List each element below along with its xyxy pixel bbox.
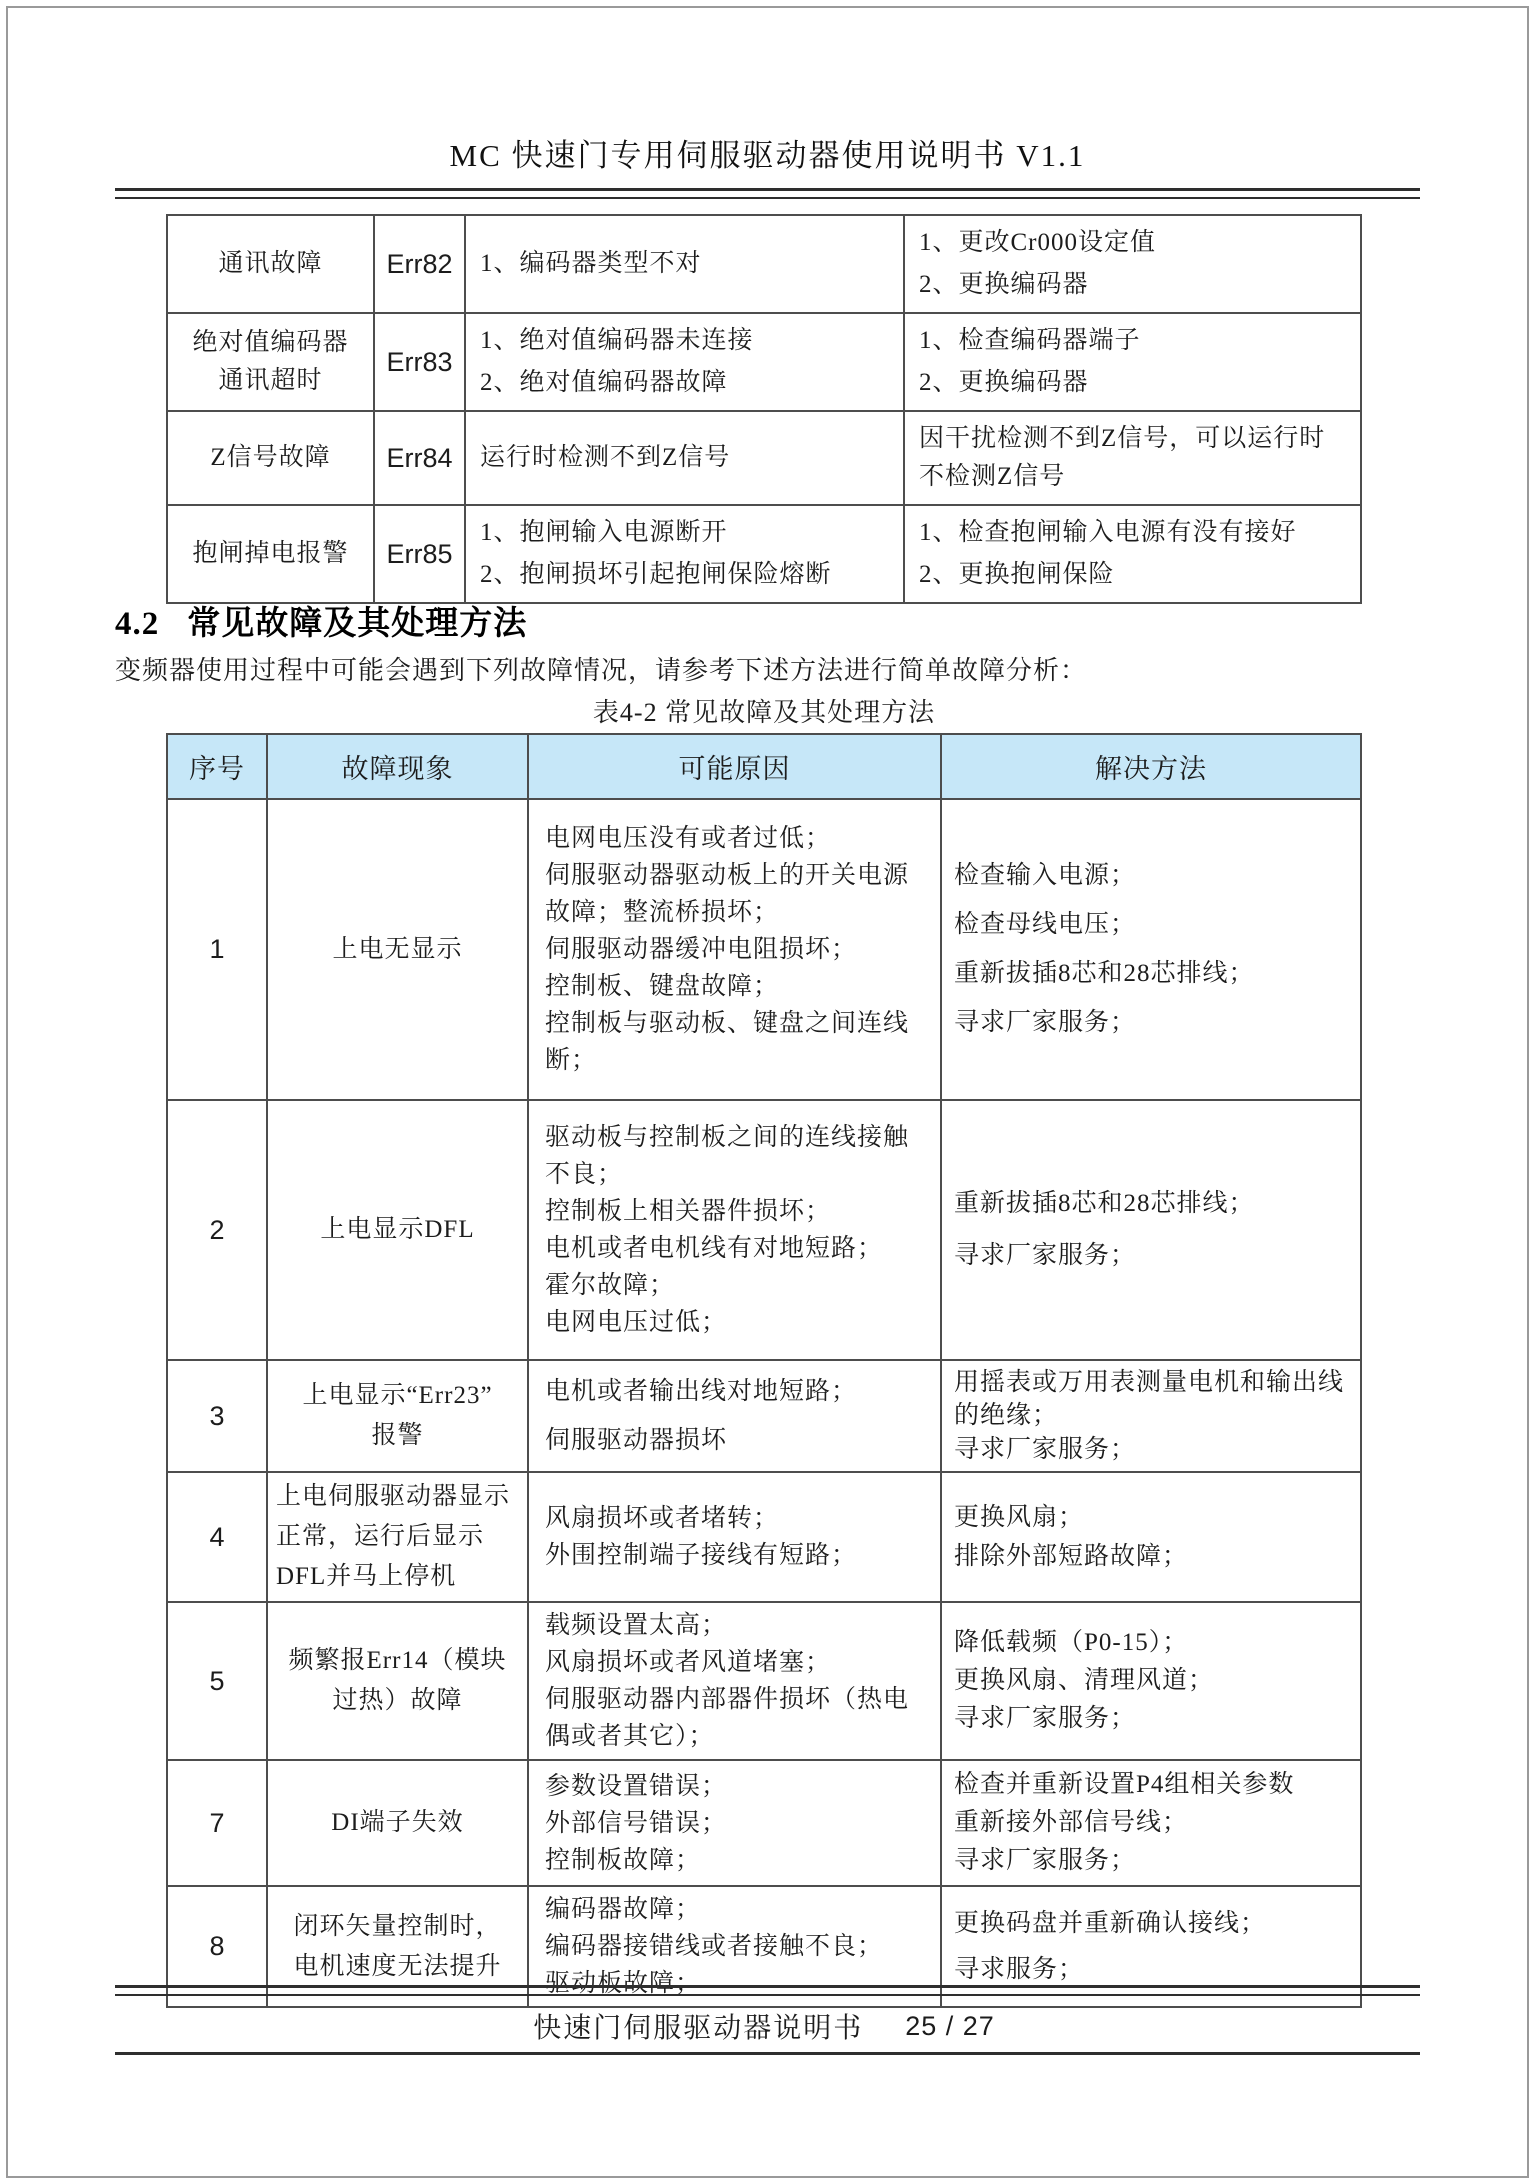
fault-phenomenon-line: 过热）故障 — [332, 1687, 463, 1714]
fault-cause-item: 编码器接错线或者接触不良； — [545, 1933, 884, 1960]
fault-solution-item: 寻求厂家服务； — [954, 1705, 1137, 1732]
error-code-table — [166, 214, 1362, 604]
error-code-cell: Err82 — [374, 215, 465, 313]
fault-cause-cell — [528, 1100, 941, 1360]
fault-cause-item: 编码器故障； — [545, 1896, 702, 1923]
error-name-cell — [167, 313, 374, 411]
fault-phenomenon-cell — [267, 1602, 528, 1760]
fault-cause-item: 控制板、键盘故障； — [545, 973, 780, 1000]
error-solution-item: 因干扰检测不到Z信号，可以运行时不检测Z信号 — [919, 425, 1326, 490]
fault-phenomenon-line: 闭环矢量控制时， — [293, 1912, 502, 1940]
fault-solution-item: 寻求厂家服务； — [954, 1242, 1137, 1269]
fault-row — [167, 1760, 1361, 1886]
error-code-table-body — [167, 215, 1361, 603]
error-cause-cell — [465, 411, 904, 505]
fault-cause-item: 驱动板故障； — [545, 1970, 702, 1997]
footer-doc-name: 快速门伺服驱动器说明书 — [533, 2013, 864, 2044]
fault-solution-item: 重新拔插8芯和28芯排线； — [954, 960, 1255, 987]
error-name-line: 通讯超时 — [218, 367, 323, 394]
fault-cause-cell — [528, 1472, 941, 1602]
fault-cause-item: 伺服驱动器驱动板上的开关电源故障；整流桥损坏； — [545, 862, 910, 926]
error-name-cell — [167, 215, 374, 313]
fault-solution-item: 检查母线电压； — [954, 911, 1137, 938]
error-row — [167, 215, 1361, 313]
error-solution-item: 1、检查抱闸输入电源有没有接好 — [919, 519, 1297, 546]
fault-phenomenon-line: DFL并马上停机 — [276, 1563, 457, 1590]
fault-phenomenon-line: 正常，运行后显示 — [276, 1523, 485, 1550]
fault-solution-cell — [941, 1760, 1361, 1886]
error-cause-item: 2、绝对值编码器故障 — [480, 369, 728, 396]
error-cause-cell — [465, 215, 904, 313]
fault-cause-item: 电网电压过低； — [545, 1309, 728, 1336]
fault-table — [166, 733, 1362, 2008]
fault-row — [167, 799, 1361, 1100]
fault-table-head — [167, 734, 1361, 799]
col-header-cause: 可能原因 — [528, 734, 941, 799]
fault-table-caption: 表4-2 常见故障及其处理方法 — [592, 698, 936, 727]
fault-phenomenon-cell — [267, 1760, 528, 1886]
fault-cause-cell — [528, 1360, 941, 1472]
error-cause-cell — [465, 313, 904, 411]
fault-solution-cell — [941, 1602, 1361, 1760]
fault-cause-item: 霍尔故障； — [545, 1272, 676, 1299]
fault-cause-cell — [528, 799, 941, 1100]
fault-row — [167, 1100, 1361, 1360]
fault-index-cell: 2 — [167, 1100, 267, 1360]
fault-solution-cell — [941, 1360, 1361, 1472]
fault-cause-item: 风扇损坏或者堵转； — [545, 1505, 780, 1532]
fault-index-cell: 8 — [167, 1886, 267, 2007]
fault-table-body — [167, 799, 1361, 2007]
fault-solution-cell — [941, 1472, 1361, 1602]
error-cause-item: 1、绝对值编码器未连接 — [480, 327, 754, 354]
fault-phenomenon-line: 电机速度无法提升 — [293, 1952, 502, 1980]
fault-solution-item: 重新接外部信号线； — [954, 1809, 1189, 1836]
fault-solution-cell — [941, 799, 1361, 1100]
fault-cause-item: 风扇损坏或者风道堵塞； — [545, 1649, 832, 1676]
fault-cause-item: 载频设置太高； — [545, 1612, 728, 1639]
header-rule — [115, 188, 1420, 199]
section-intro-text: 变频器使用过程中可能会遇到下列故障情况，请参考下述方法进行简单故障分析： — [115, 656, 1088, 685]
fault-table-header-row — [167, 734, 1361, 799]
error-cause-item: 运行时检测不到Z信号 — [480, 444, 731, 471]
fault-index-cell: 5 — [167, 1602, 267, 1760]
error-name-line: Z信号故障 — [210, 444, 331, 471]
fault-solution-item: 检查输入电源； — [954, 862, 1137, 889]
fault-index-cell: 3 — [167, 1360, 267, 1472]
fault-solution-cell — [941, 1100, 1361, 1360]
fault-index-cell: 4 — [167, 1472, 267, 1602]
error-code-cell: Err84 — [374, 411, 465, 505]
col-header-phenomenon: 故障现象 — [267, 734, 528, 799]
fault-cause-cell — [528, 1760, 941, 1886]
fault-cause-item: 参数设置错误； — [545, 1772, 728, 1800]
error-solution-item: 2、更换编码器 — [919, 369, 1089, 396]
error-solution-cell — [904, 411, 1361, 505]
error-row — [167, 505, 1361, 603]
error-cause-item: 1、抱闸输入电源断开 — [480, 519, 728, 546]
fault-solution-item: 检查并重新设置P4组相关参数 — [954, 1771, 1295, 1798]
fault-phenomenon-line: 报警 — [371, 1422, 424, 1449]
error-solution-item: 2、更换编码器 — [919, 271, 1089, 298]
error-code-cell: Err85 — [374, 505, 465, 603]
fault-solution-item: 寻求服务； — [954, 1955, 1085, 1983]
fault-phenomenon-line: 频繁报Err14（模块 — [288, 1647, 507, 1674]
section-heading — [115, 597, 527, 644]
error-row — [167, 411, 1361, 505]
error-solution-cell — [904, 505, 1361, 603]
fault-solution-item: 更换风扇、清理风道； — [954, 1667, 1215, 1694]
footer-page-number: 25 / 27 — [905, 2010, 995, 2041]
error-solution-item: 1、更改Cr000设定值 — [919, 229, 1157, 256]
error-row — [167, 313, 1361, 411]
fault-index-cell: 7 — [167, 1760, 267, 1886]
fault-solution-item: 重新拔插8芯和28芯排线； — [954, 1190, 1255, 1217]
fault-cause-item: 控制板与驱动板、键盘之间连线断； — [545, 1010, 910, 1074]
error-solution-cell — [904, 313, 1361, 411]
fault-solution-item: 更换码盘并重新确认接线； — [954, 1909, 1267, 1937]
col-header-index: 序号 — [167, 734, 267, 799]
section-title: 常见故障及其处理方法 — [187, 604, 528, 641]
fault-phenomenon-line: 上电伺服驱动器显示 — [276, 1483, 511, 1510]
fault-phenomenon-line: DI端子失效 — [331, 1809, 464, 1836]
fault-index-cell: 1 — [167, 799, 267, 1100]
error-name-line: 抱闸掉电报警 — [192, 540, 349, 567]
fault-phenomenon-cell — [267, 1360, 528, 1472]
error-name-cell — [167, 411, 374, 505]
fault-phenomenon-line: 上电无显示 — [332, 935, 463, 963]
fault-cause-item: 控制板上相关器件损坏； — [545, 1198, 832, 1225]
error-cause-item: 1、编码器类型不对 — [480, 250, 702, 277]
fault-phenomenon-cell — [267, 1100, 528, 1360]
fault-row — [167, 1360, 1361, 1472]
fault-cause-item: 伺服驱动器缓冲电阻损坏； — [545, 936, 858, 963]
fault-solution-item: 寻求厂家服务； — [954, 1847, 1137, 1874]
fault-row — [167, 1472, 1361, 1602]
fault-cause-item: 电机或者输出线对地短路； — [545, 1378, 858, 1405]
section-number: 4.2 — [115, 606, 160, 642]
error-name-cell — [167, 505, 374, 603]
fault-row — [167, 1602, 1361, 1760]
fault-phenomenon-line: 上电显示DFL — [320, 1216, 475, 1243]
fault-solution-item: 寻求厂家服务； — [954, 1436, 1137, 1463]
fault-phenomenon-cell — [267, 1472, 528, 1602]
fault-solution-item: 更换风扇； — [954, 1503, 1085, 1531]
error-cause-item: 2、抱闸损坏引起抱闸保险熔断 — [480, 561, 832, 588]
error-cause-cell — [465, 505, 904, 603]
document-header-title: MC 快速门专用伺服驱动器使用说明书 V1.1 — [449, 138, 1086, 173]
fault-solution-item: 排除外部短路故障； — [954, 1542, 1189, 1570]
error-solution-cell — [904, 215, 1361, 313]
error-solution-item: 2、更换抱闸保险 — [919, 561, 1115, 588]
error-name-line: 绝对值编码器 — [192, 329, 349, 356]
fault-phenomenon-cell — [267, 799, 528, 1100]
fault-cause-item: 伺服驱动器内部器件损坏（热电偶或者其它）； — [545, 1686, 910, 1750]
error-solution-item: 1、检查编码器端子 — [919, 327, 1141, 354]
fault-cause-item: 电网电压没有或者过低； — [545, 825, 832, 852]
fault-cause-item: 伺服驱动器损坏 — [545, 1427, 728, 1454]
col-header-solution: 解决方法 — [941, 734, 1361, 799]
fault-phenomenon-line: 上电显示“Err23” — [302, 1382, 493, 1409]
fault-cause-item: 驱动板与控制板之间的连线接触不良； — [545, 1124, 910, 1188]
fault-solution-item: 降低载频（P0-15）； — [954, 1629, 1189, 1656]
page-footer — [0, 2003, 1528, 2049]
error-code-cell: Err83 — [374, 313, 465, 411]
fault-cause-item: 外围控制端子接线有短路； — [545, 1542, 858, 1569]
footer-top-rule — [115, 1985, 1420, 1996]
footer-bottom-rule — [115, 2052, 1420, 2055]
error-name-line: 通讯故障 — [218, 250, 323, 277]
fault-solution-item: 寻求厂家服务； — [954, 1009, 1137, 1036]
fault-cause-item: 电机或者电机线有对地短路； — [545, 1235, 884, 1262]
fault-solution-item: 用摇表或万用表测量电机和输出线的绝缘； — [954, 1369, 1345, 1429]
fault-cause-item: 控制板故障； — [545, 1846, 702, 1874]
fault-cause-cell — [528, 1602, 941, 1760]
fault-cause-item: 外部信号错误； — [545, 1809, 728, 1837]
